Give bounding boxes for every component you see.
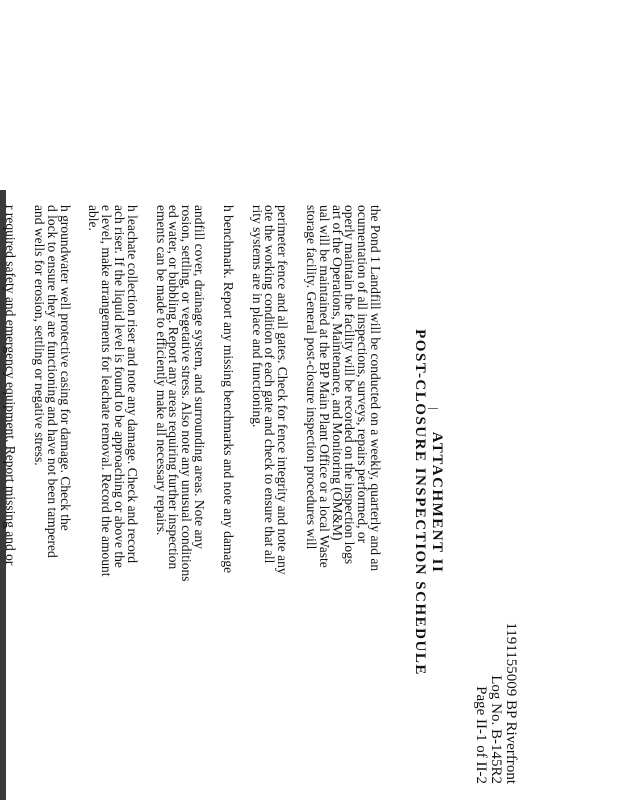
- text-line: d lock to ensure they are functioning and have not been tampered: [44, 205, 60, 558]
- section-safety: [3, 205, 19, 800]
- section-cover: [153, 205, 208, 800]
- section-intro: [304, 205, 381, 800]
- text-line: the Pond 1 Landfill will be conducted on a weekly, quarterly and an: [368, 205, 383, 572]
- text-line: rosion, settling, or vegetative stress. Also note any unusual conditions: [179, 205, 195, 582]
- text-line: ach riser. If the liquid level is found to be approaching or above the: [112, 205, 128, 568]
- section-groundwater: [32, 205, 73, 800]
- document-content: [3, 205, 518, 800]
- text-line: perimeter fence and all gates. Check for fence integrity and note any: [275, 205, 291, 575]
- text-line: ual will be maintained at the BP Main Plant Office or a local Waste: [316, 205, 332, 568]
- section-leachate: [87, 205, 138, 800]
- text-line: ements can be made to efficiently make all necessary repairs.: [153, 205, 169, 536]
- text-line: andfill cover, drainage system, and surrounding areas. Note any: [192, 205, 208, 549]
- text-line: and wells for erosion, settling or negative stress.: [32, 205, 48, 466]
- text-line: ote the working condition of each gate and check to ensure that all: [262, 205, 278, 564]
- text-line: able.: [86, 205, 102, 231]
- text-line: ocumentation of all inspections, surveys, repairs performed, or: [355, 205, 371, 544]
- text-line: storage facility. General post-closure inspection procedures will: [304, 205, 320, 550]
- text-line: h benchmark. Report any missing benchmarks and note any damage: [220, 205, 236, 574]
- log-number: Log No. B-145R2: [488, 675, 504, 784]
- section-benchmarks: [221, 205, 234, 800]
- text-line: ed water, or bubbling. Report any areas requiring further inspection: [166, 205, 182, 570]
- text-line: rity systems are in place and functioning.: [249, 205, 265, 428]
- text-line: r required safety and emergency equipment. Report missing and or: [3, 205, 19, 566]
- title-block: [411, 205, 445, 800]
- text-line: h groundwater well protective casing for damage. Check the: [57, 205, 73, 531]
- log-line: 1191155009 BP Riverfront: [503, 622, 519, 784]
- page-number: Page II-1 of II-2: [473, 686, 489, 784]
- section-fence: [249, 205, 291, 800]
- schedule-title: POST-CLOSURE INSPECTION SCHEDULE: [412, 329, 428, 676]
- text-line: art of the Operations, Maintenance, and Monitoring (OM&M): [329, 205, 345, 541]
- text-line: operly maintain the facility will be recorded on the inspection logs: [342, 205, 358, 565]
- text-line: e level, make arrangements for leachate removal. Record the amount: [99, 205, 115, 577]
- document-header: [473, 205, 518, 800]
- attachment-title: ATTACHMENT II: [429, 431, 445, 574]
- text-line: h leachate collection riser and note any damage. Check and record: [124, 205, 140, 563]
